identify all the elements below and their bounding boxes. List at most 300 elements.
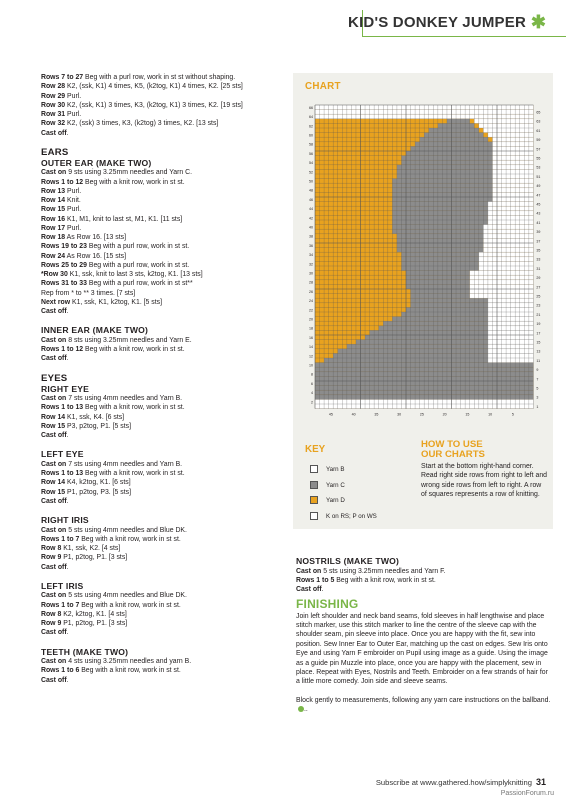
y-tick-label: 19 <box>536 322 541 327</box>
pattern-row-text: Beg with a purl row, work in st st. <box>86 243 190 251</box>
pattern-row-text: K1, M1, knit to last st, M1, K1. [11 sts] <box>65 215 183 223</box>
pattern-row-text: P3, p2tog, P1. [5 sts] <box>65 422 132 430</box>
chart-cell-yarn-b <box>492 183 533 188</box>
y-tick-label: 27 <box>536 285 541 290</box>
pattern-line <box>41 553 276 562</box>
pattern-row-label: Cast off <box>296 586 322 593</box>
pattern-row-text: Purl. <box>65 92 82 100</box>
chart-cell-yarn-c <box>392 229 488 234</box>
key-label: K on RS; P on WS <box>326 512 377 520</box>
key-item-knit <box>310 512 377 520</box>
chart-cell-yarn-c <box>392 220 488 225</box>
x-tick-label: 35 <box>374 412 379 417</box>
howto-text: Start at the bottom right-hand corner. Read right side rows from right to left and wrong side rows from left to right. A row of squares represents a row of knitting. <box>421 463 548 499</box>
pattern-line <box>41 610 276 619</box>
pattern-line <box>41 215 276 224</box>
chart-cell-yarn-c <box>406 151 492 156</box>
intro-block <box>41 73 276 138</box>
pattern-row-text: . <box>66 355 69 363</box>
y-tick-label: 59 <box>536 138 541 143</box>
pattern-row-label: Row 13 <box>41 187 66 195</box>
y-tick-label: 21 <box>536 312 541 317</box>
header-title: KID'S DONKEY JUMPER <box>348 14 526 31</box>
pattern-row-label: Cast on <box>41 395 67 402</box>
howto-title <box>421 440 485 460</box>
pattern-line <box>296 585 552 594</box>
pattern-row-text: . <box>66 563 69 571</box>
pattern-row-label: Row 9 <box>41 554 62 562</box>
pattern-line <box>41 233 276 242</box>
y-tick-label: 12 <box>309 354 313 359</box>
watermark: PassionForum.ru <box>500 790 554 797</box>
y-tick-label: 60 <box>309 133 313 138</box>
inner-ear-heading: INNER EAR (MAKE TWO) <box>41 325 149 336</box>
y-tick-label: 52 <box>309 170 313 175</box>
pattern-row-label: Cast off <box>41 432 67 439</box>
left-eye-heading: LEFT EYE <box>41 449 84 460</box>
pattern-row-label: Cast off <box>41 129 67 137</box>
howto-title-line-2: OUR CHARTS <box>421 449 485 460</box>
y-tick-label: 40 <box>309 225 313 230</box>
pattern-line <box>41 270 276 279</box>
y-tick-label: 16 <box>309 335 313 340</box>
x-tick-label: 40 <box>351 412 356 417</box>
pattern-row-text: K2, k2tog, K1. [4 sts] <box>61 610 127 618</box>
pattern-line <box>41 354 276 363</box>
key-label: Yarn B <box>326 465 345 473</box>
pattern-line <box>41 413 276 422</box>
footer-subscribe[interactable]: Subscribe at www.gathered.how/simplyknitting <box>375 778 532 787</box>
nostrils-heading: NOSTRILS (MAKE TWO) <box>296 556 400 566</box>
finishing-heading: FINISHING <box>296 597 359 612</box>
pattern-row-label: Row 32 <box>41 120 66 128</box>
pattern-row-label: Row 16 <box>41 215 66 223</box>
chart-cell-yarn-b <box>492 137 533 142</box>
chart-cell-yarn-c <box>397 165 493 170</box>
right-column <box>296 556 552 715</box>
pattern-row-text: Purl. <box>65 111 82 118</box>
pattern-row-label: Row 14 <box>41 479 66 487</box>
pattern-row-text: 4 sts using 3.25mm needles and yarn B. <box>66 658 192 665</box>
pattern-row-label: Row 28 <box>41 83 66 91</box>
pattern-row-text: 5 sts using 4mm needles and Blue DK. <box>66 592 187 600</box>
pattern-row-label: Cast off <box>41 355 67 363</box>
key-item-yarn-c <box>310 481 345 489</box>
y-tick-label: 20 <box>309 317 313 322</box>
chart-cell-yarn-c <box>411 289 470 294</box>
pattern-row-label: Cast on <box>41 592 67 600</box>
y-tick-label: 38 <box>309 234 313 239</box>
pattern-line <box>41 497 276 506</box>
y-tick-label: 47 <box>536 193 541 198</box>
pattern-line <box>41 196 276 205</box>
swatch-yarn-c <box>310 481 318 489</box>
y-tick-label: 8 <box>311 372 313 377</box>
pattern-row-text: Beg with a knit row, work in st st. <box>83 346 185 353</box>
header-rule <box>362 36 566 37</box>
pattern-row-text: K2, (ssk) 3 times, K3, (k2tog) 3 times, K2. [13 sts] <box>65 120 219 128</box>
y-tick-label: 18 <box>309 326 313 331</box>
leaf-icon: ✱ <box>530 12 546 32</box>
chart-cell-yarn-b <box>492 197 533 202</box>
chart-cell-yarn-b <box>483 229 533 234</box>
pattern-row-label: Rows 19 to 23 <box>41 243 87 251</box>
pattern-row-text: Beg with a knit row, work in st st. <box>79 601 181 609</box>
pattern-row-label: Cast off <box>41 497 67 505</box>
pattern-line <box>41 488 276 497</box>
y-tick-label: 51 <box>536 174 541 179</box>
pattern-row-text: Beg with a purl row, work in st st. <box>86 261 190 269</box>
chart-cell-yarn-c <box>401 261 478 266</box>
chart-cell-yarn-b <box>492 165 533 170</box>
pattern-row-text: 5 sts using 4mm needles and Blue DK. <box>66 526 187 534</box>
swatch-yarn-b <box>310 465 318 473</box>
pattern-row-text: K2, (ssk, K1) 4 times, K5, (k2tog, K1) 4 times, K2. [25 sts] <box>65 83 243 91</box>
y-tick-label: 61 <box>536 128 541 133</box>
right-eye-heading: RIGHT EYE <box>41 383 90 394</box>
chart-cell-yarn-c <box>411 294 470 299</box>
pattern-row-text: Beg with a purl row, work in st st without shaping. <box>83 74 236 81</box>
chart-panel <box>293 73 553 529</box>
pattern-line <box>41 289 276 298</box>
chart-cell-yarn-b <box>492 151 533 156</box>
pattern-row-label: Cast off <box>41 676 67 684</box>
pattern-row-text: K1, ssk, K2. [4 sts] <box>61 545 121 552</box>
y-tick-label: 66 <box>309 105 313 110</box>
pattern-row-text: Purl. <box>65 224 82 232</box>
pattern-row-label: Cast on <box>296 567 322 575</box>
y-tick-label: 13 <box>536 349 541 354</box>
chart-cell-yarn-c <box>397 248 483 253</box>
y-tick-label: 43 <box>536 211 541 216</box>
y-tick-label: 26 <box>309 289 313 294</box>
y-tick-label: 55 <box>536 156 541 161</box>
pattern-row-label: Rows 1 to 13 <box>41 404 84 412</box>
pattern-row-text: . <box>66 432 69 439</box>
pattern-row-text: Beg with a knit row, work in st st. <box>334 576 436 584</box>
page-number: 31 <box>535 777 546 787</box>
pattern-line <box>41 666 276 675</box>
pattern-row-label: Rows 1 to 6 <box>41 667 80 675</box>
y-tick-label: 6 <box>311 381 313 386</box>
swatch-yarn-d <box>310 496 318 504</box>
y-tick-label: 34 <box>309 253 313 258</box>
chart-cell-yarn-c <box>415 142 492 147</box>
y-tick-label: 15 <box>536 340 541 345</box>
pattern-row-text: 9 sts using 3.25mm needles and Yarn C. <box>66 169 193 177</box>
y-tick-label: 14 <box>309 345 313 350</box>
pattern-row-text: As Row 16. [13 sts] <box>65 234 127 241</box>
ears-heading: EARS <box>41 146 69 158</box>
pattern-line <box>41 535 276 544</box>
pattern-row-label: Cast on <box>41 336 67 344</box>
chart-cell-yarn-b <box>483 243 533 248</box>
pattern-row-text: . <box>66 497 69 505</box>
pattern-line <box>41 168 276 177</box>
y-tick-label: 37 <box>536 239 541 244</box>
key-item-yarn-b <box>310 465 344 473</box>
pattern-line <box>41 591 276 600</box>
chart-cell-yarn-b <box>492 169 533 174</box>
outer-ear-heading: OUTER EAR (MAKE TWO) <box>41 157 152 168</box>
right-iris-heading: RIGHT IRIS <box>41 515 89 525</box>
pattern-line <box>41 394 276 403</box>
pattern-line <box>41 601 276 610</box>
pattern-line <box>41 345 276 354</box>
pattern-row-label: Row 15 <box>41 488 66 496</box>
pattern-row-text: Beg with a purl row, work in st st** <box>86 280 193 288</box>
pattern-line <box>41 478 276 487</box>
key-label: Yarn C <box>326 481 345 489</box>
pattern-row-text: Knit. <box>65 197 81 204</box>
pattern-row-text: P1, p2tog, P1. [3 sts] <box>61 554 128 562</box>
chart-cell-yarn-b <box>483 248 533 253</box>
chart-cell-yarn-c <box>397 238 483 243</box>
pattern-line <box>41 307 276 316</box>
pattern-row-text: 5 sts using 3.25mm needles and Yarn F. <box>321 567 446 575</box>
y-tick-label: 49 <box>536 184 541 189</box>
x-tick-label: 45 <box>328 412 333 417</box>
chart-cell-yarn-b <box>483 238 533 243</box>
pattern-row-text: P1, p2tog, P1. [3 sts] <box>61 620 128 627</box>
right-iris-block <box>41 526 276 572</box>
pattern-row-label: Rows 1 to 12 <box>41 178 84 186</box>
howto-title-line-1: HOW TO USE <box>421 439 483 450</box>
y-tick-label: 22 <box>309 308 313 313</box>
pattern-row-label: Rows 1 to 7 <box>41 535 80 543</box>
pattern-line <box>41 101 276 110</box>
pattern-row-text: Beg with a knit row, work in st st. <box>83 404 185 412</box>
y-tick-label: 46 <box>309 197 313 202</box>
pattern-row-label: Row 8 <box>41 545 62 552</box>
y-tick-label: 42 <box>309 216 313 221</box>
nostrils-block <box>296 567 552 595</box>
pattern-row-text: Purl. <box>65 206 82 214</box>
pattern-row-label: Row 15 <box>41 206 66 214</box>
pattern-line <box>41 224 276 233</box>
pattern-row-text: K1, ssk, K1, k2tog, K1. [5 sts] <box>70 298 163 306</box>
left-column <box>41 73 276 685</box>
pattern-row-text: Beg with a knit row, work in st st. <box>83 470 185 477</box>
pattern-row-text: 7 sts using 4mm needles and Yarn B. <box>66 460 183 468</box>
pattern-row-label: Rows 25 to 29 <box>41 261 87 269</box>
y-tick-label: 54 <box>309 161 313 166</box>
pattern-row-text: K4, k2tog, K1. [6 sts] <box>65 479 131 487</box>
pattern-row-text: . <box>66 676 69 684</box>
pattern-row-label: Rows 1 to 5 <box>296 576 335 584</box>
chart-cell-yarn-c <box>392 215 488 220</box>
chart-cell-yarn-b <box>492 156 533 161</box>
y-tick-label: 3 <box>536 395 539 400</box>
y-tick-label: 23 <box>536 303 541 308</box>
y-tick-label: 45 <box>536 202 541 207</box>
finishing-paragraph-2: Block gently to measurements, following any yarn care instructions on the ballband... <box>296 696 551 714</box>
chart-cell-yarn-c <box>397 243 483 248</box>
pattern-line <box>41 422 276 431</box>
pattern-row-text: As Row 16. [15 sts] <box>65 252 127 260</box>
pattern-row-text: 8 sts using 3.25mm needles and Yarn E. <box>66 336 192 344</box>
y-tick-label: 57 <box>536 147 541 152</box>
y-tick-label: 11 <box>536 358 541 363</box>
pattern-line <box>41 657 276 666</box>
pattern-line <box>41 187 276 196</box>
pattern-row-label: Row 18 <box>41 234 66 241</box>
y-tick-label: 33 <box>536 257 541 262</box>
pattern-line <box>41 178 276 187</box>
y-tick-label: 65 <box>536 110 541 115</box>
pattern-row-label: *Row 30 <box>41 271 68 278</box>
pattern-line <box>41 469 276 478</box>
y-tick-label: 1 <box>536 404 539 409</box>
y-tick-label: 36 <box>309 243 313 248</box>
y-tick-label: 25 <box>536 294 541 299</box>
pattern-row-text: . <box>66 308 69 315</box>
chart-cell-yarn-b <box>492 160 533 165</box>
y-tick-label: 48 <box>309 188 313 193</box>
knitting-chart <box>301 99 547 429</box>
pattern-line <box>41 628 276 637</box>
pattern-row-label: Row 29 <box>41 92 66 100</box>
chart-cell-yarn-c <box>447 119 470 124</box>
teeth-block <box>41 657 276 685</box>
pattern-line <box>41 403 276 412</box>
x-tick-label: 25 <box>419 412 424 417</box>
chart-cell-yarn-b <box>492 188 533 193</box>
outer-ear-block <box>41 168 276 316</box>
chart-cell-yarn-b <box>492 146 533 151</box>
chart-cell-yarn-c <box>397 169 493 174</box>
left-eye-block <box>41 460 276 506</box>
pattern-line <box>41 526 276 535</box>
left-iris-heading: LEFT IRIS <box>41 580 84 591</box>
x-tick-label: 20 <box>442 412 447 417</box>
pattern-line <box>41 92 276 101</box>
y-tick-label: 5 <box>536 386 539 391</box>
x-tick-label: 10 <box>488 412 493 417</box>
pattern-line <box>41 336 276 345</box>
key-label: Yarn D <box>326 496 345 504</box>
x-tick-label: 5 <box>511 412 514 417</box>
pattern-row-label: Next row <box>41 298 71 306</box>
pattern-line <box>41 110 276 119</box>
chart-title: CHART <box>305 81 341 92</box>
key-item-yarn-d <box>310 496 345 504</box>
pattern-line <box>41 544 276 553</box>
y-tick-label: 7 <box>536 377 539 382</box>
y-tick-label: 17 <box>536 331 541 336</box>
pattern-line <box>41 279 276 288</box>
chart-cell-yarn-b <box>483 225 533 230</box>
pattern-row-label: Rows 7 to 27 <box>41 74 84 81</box>
pattern-row-text: K1, ssk, K4. [6 sts] <box>65 413 125 421</box>
pattern-row-text: K2, (ssk, K1) 3 times, K3, (k2tog, K1) 3 times, K2. [19 sts] <box>65 101 243 109</box>
pattern-line <box>41 619 276 628</box>
x-tick-label: 15 <box>465 412 470 417</box>
y-tick-label: 50 <box>309 179 313 184</box>
y-tick-label: 29 <box>536 276 541 281</box>
pattern-row-label: Cast off <box>41 563 67 571</box>
pattern-line <box>41 676 276 685</box>
pattern-line <box>41 242 276 251</box>
pattern-line <box>296 567 552 576</box>
finishing-paragraph: Join left shoulder and neck band seams, fold sleeves in half lengthwise and place stitch marker, use this stitch marker to line the centre of the sleeve cap with the shoulder seam, pin sleeve into place. Once you are happy with the fit, sew into position. Sew Inner Ear to Outer Ear, matching up the cast on edges. Sew Iris onto Eye and using Yarn F embroider on Pupil using image as a guide. Using the image as a guide pin Muzzle into place, once you are happy with the placement, sew in place. Repeat with Eyes, Nostrils and Teeth. Embroider on a few strands of hair for a little more comedy. Join side and sleeve seams. <box>296 612 548 686</box>
y-tick-label: 4 <box>311 391 313 396</box>
pattern-row-label: Cast on <box>41 658 67 665</box>
chart-cell-yarn-b <box>483 128 533 133</box>
pattern-row-label: Cast on <box>41 526 67 534</box>
pattern-row-label: Row 30 <box>41 101 66 109</box>
pattern-line <box>41 252 276 261</box>
teeth-heading: TEETH (MAKE TWO) <box>41 646 129 657</box>
pattern-row-label: Rows 31 to 33 <box>41 280 87 288</box>
y-tick-label: 56 <box>309 151 313 156</box>
y-tick-label: 32 <box>309 262 313 267</box>
pattern-row-text: 7 sts using 4mm needles and Yarn B. <box>66 395 183 402</box>
pattern-line <box>41 73 276 82</box>
chart-cell-yarn-b <box>492 142 533 147</box>
pattern-line <box>41 261 276 270</box>
y-tick-label: 30 <box>309 271 313 276</box>
pattern-row-text: Purl. <box>65 187 82 195</box>
pattern-row-label: Row 15 <box>41 422 66 430</box>
y-tick-label: 63 <box>536 119 541 124</box>
pattern-row-label: Row 24 <box>41 252 66 260</box>
right-eye-block <box>41 394 276 440</box>
y-tick-label: 39 <box>536 230 541 235</box>
pattern-row-label: Row 17 <box>41 224 66 232</box>
pattern-row-text: P1, p2tog, P3. [5 sts] <box>65 488 132 496</box>
y-tick-label: 28 <box>309 280 313 285</box>
pattern-line <box>41 82 276 91</box>
pattern-row-text: K1, ssk, knit to last 3 sts, k2tog, K1. [13 sts] <box>67 271 203 278</box>
pattern-row-label: Rows 1 to 12 <box>41 346 84 353</box>
y-tick-label: 35 <box>536 248 541 253</box>
pattern-row-label: Row 14 <box>41 197 66 204</box>
y-tick-label: 31 <box>536 266 541 271</box>
pattern-row-label: Cast off <box>41 308 67 315</box>
pattern-line <box>41 460 276 469</box>
chart-cell-yarn-b <box>483 234 533 239</box>
pattern-row-text: . <box>321 586 324 593</box>
pattern-row-text: Beg with a knit row, work in st st. <box>79 667 181 675</box>
pattern-row-label: Cast on <box>41 460 67 468</box>
y-tick-label: 2 <box>311 400 313 405</box>
y-tick-label: 44 <box>309 207 313 212</box>
pattern-row-text: Beg with a knit row, work in st st. <box>83 178 185 186</box>
chart-cell-yarn-c <box>429 128 479 133</box>
pattern-row-label: Row 14 <box>41 413 66 421</box>
y-tick-label: 62 <box>309 124 313 129</box>
chart-cell-yarn-c <box>397 174 493 179</box>
pattern-row-label: Rows 1 to 7 <box>41 601 80 609</box>
pattern-line <box>41 298 276 307</box>
key-title: KEY <box>305 444 326 455</box>
pattern-row-label: Rows 1 to 13 <box>41 470 84 477</box>
pattern-row-label: Row 9 <box>41 620 62 627</box>
chart-cell-yarn-c <box>401 266 478 271</box>
y-tick-label: 9 <box>536 368 539 373</box>
pattern-row-text: Beg with a knit row, work in st st. <box>79 535 181 543</box>
pattern-line <box>296 576 552 585</box>
y-tick-label: 53 <box>536 165 541 170</box>
x-tick-label: 30 <box>397 412 402 417</box>
left-iris-block <box>41 591 276 637</box>
pattern-line <box>41 129 276 138</box>
pattern-line <box>41 563 276 572</box>
y-tick-label: 64 <box>309 115 313 120</box>
y-tick-label: 10 <box>309 363 313 368</box>
pattern-line <box>41 205 276 214</box>
